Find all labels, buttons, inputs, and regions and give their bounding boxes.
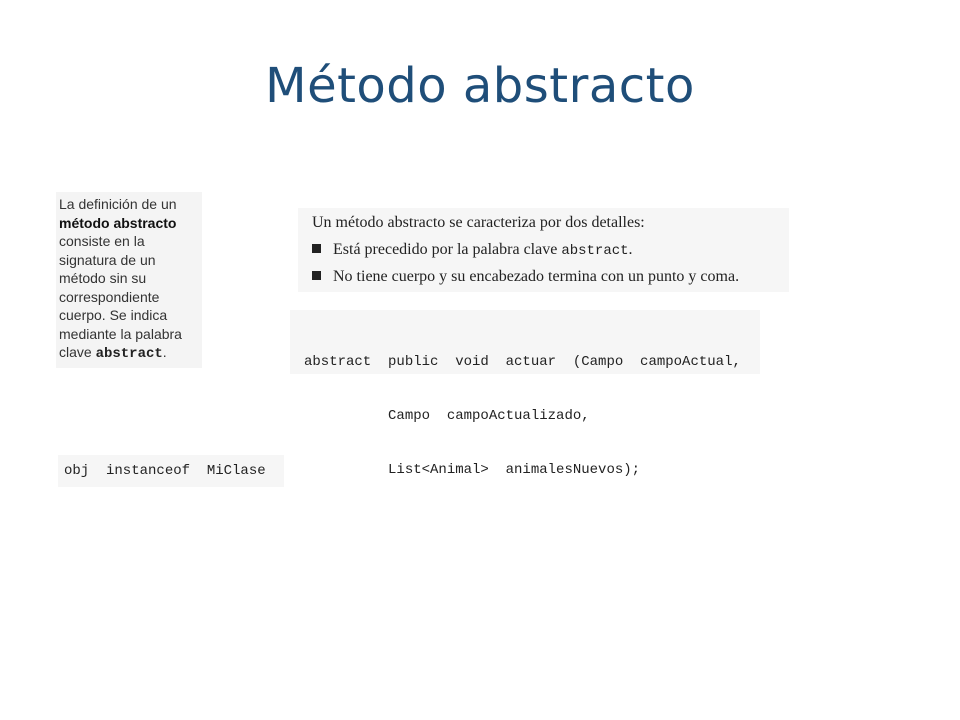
definition-note [56, 192, 202, 368]
instanceof-code: obj instanceof MiClase [58, 455, 284, 487]
square-bullet-icon [312, 244, 321, 253]
definition-line: cuerpo. Se indica [59, 307, 168, 323]
abstract-method-code [290, 310, 760, 478]
slide-title: Método abstracto [265, 58, 695, 114]
definition-line: método sin su [59, 270, 147, 286]
definition-line: La definición de un [59, 196, 177, 212]
code-line: abstract public void actuar (Campo campoActual, [304, 354, 741, 370]
definition-line: mediante la palabra [59, 325, 182, 342]
definition-line-last [59, 343, 198, 364]
detail-item-keyword: abstract [561, 243, 629, 259]
definition-line: consiste en la [59, 233, 145, 249]
details-intro: Un método abstracto se caracteriza por dos detalles: [312, 214, 645, 231]
definition-line-text: clave [59, 344, 96, 360]
detail-item [312, 263, 789, 290]
code-line: Campo campoActualizado, [304, 408, 590, 424]
definition-line: signatura de un [59, 251, 156, 268]
code-line: List<Animal> animalesNuevos); [304, 462, 641, 478]
definition-period: . [162, 344, 167, 360]
detail-item-text: Está precedido por la palabra clave [333, 241, 562, 258]
detail-item-end: . [628, 241, 633, 258]
square-bullet-icon [312, 271, 321, 280]
detail-item [312, 236, 789, 263]
definition-line: correspondiente [59, 288, 160, 305]
abstract-keyword: abstract [95, 346, 163, 362]
abstract-method-details [298, 208, 789, 292]
definition-line-bold: método abstracto [59, 214, 177, 231]
detail-item-text: No tiene cuerpo y su encabezado termina con un punto y coma. [333, 268, 740, 285]
